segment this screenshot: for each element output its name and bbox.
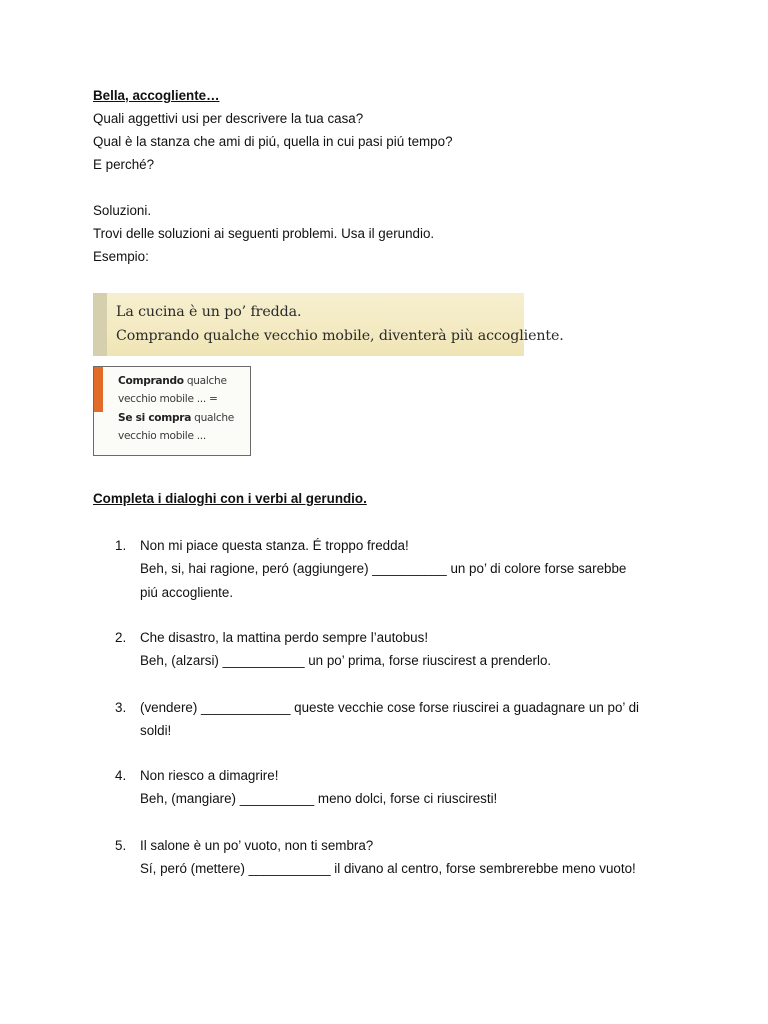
question-line: Quali aggettivi usi per descrivere la tua casa? (93, 111, 364, 126)
exercise-title: Completa i dialoghi con i verbi al gerundio. (93, 491, 367, 506)
dialogue-line: Il salone è un po’ vuoto, non ti sembra? (140, 838, 374, 853)
accent-bar (94, 367, 103, 412)
item-number: 1. (115, 538, 127, 553)
dialogue-line: Beh, (mangiare) __________ meno dolci, forse ci riusciresti! (140, 791, 498, 806)
example-sentence: Comprando qualche vecchio mobile, diventerà più accogliente. (116, 328, 564, 344)
dialogue-line: Non riesco a dimagrire! (140, 768, 279, 783)
dialogue-line: piú accogliente. (140, 585, 234, 600)
dialogue-line: Beh, si, hai ragione, peró (aggiungere) __________ un po’ di colore forse sarebbe (140, 561, 627, 576)
solutions-heading: Soluzioni. (93, 203, 152, 218)
example-image (93, 293, 564, 356)
question-line: Qual è la stanza che ami di piú, quella in cui pasi piú tempo? (93, 134, 453, 149)
dialogue-line: Che disastro, la mattina perdo sempre l’autobus! (140, 630, 429, 645)
item-number: 3. (115, 700, 127, 715)
dialogue-line: (vendere) ____________ queste vecchie cose forse riuscirei a guadagnare un po’ di (140, 700, 640, 715)
dialogue-line: Beh, (alzarsi) ___________ un po’ prima, forse riuscirest a prenderlo. (140, 653, 552, 668)
grammar-note-line: Se si compra qualche (118, 412, 234, 424)
question-line: E perché? (93, 157, 155, 172)
grammar-note-line: vecchio mobile ... = (118, 393, 218, 405)
grammar-note-box (93, 366, 251, 456)
item-number: 2. (115, 630, 127, 645)
example-label: Esempio: (93, 249, 149, 264)
grammar-note-line: Comprando qualche (118, 375, 227, 387)
section-title: Bella, accogliente… (93, 88, 220, 103)
dialogue-line: Sí, peró (mettere) ___________ il divano al centro, forse sembrerebbe meno vuoto! (140, 861, 636, 876)
example-sentence: La cucina è un po’ fredda. (116, 304, 302, 320)
dialogue-line: Non mi piace questa stanza. É troppo fredda! (140, 538, 409, 553)
dialogue-line: soldi! (140, 723, 172, 738)
example-image-margin (93, 293, 107, 356)
instruction-line: Trovi delle soluzioni ai seguenti problemi. Usa il gerundio. (93, 226, 435, 241)
grammar-note-line: vecchio mobile ... (118, 430, 206, 442)
item-number: 4. (115, 768, 127, 783)
item-number: 5. (115, 838, 127, 853)
